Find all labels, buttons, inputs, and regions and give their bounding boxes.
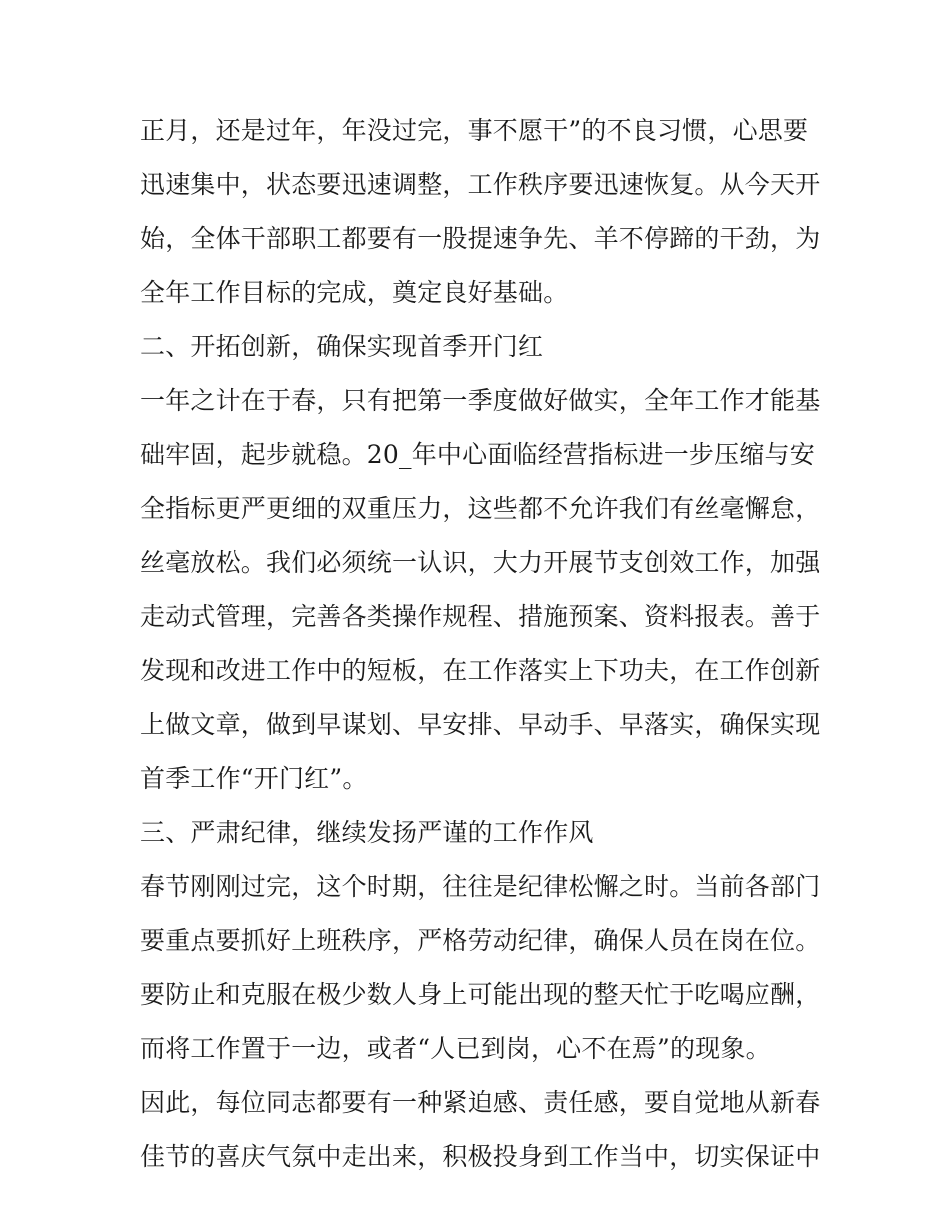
text-line: 全年工作目标的完成，奠定良好基础。: [140, 278, 569, 307]
text-line: 首季工作“开门红”。: [140, 764, 368, 793]
text-line: 而将工作置于一边，或者“人已到岗，心不在焉”的现象。: [140, 1034, 771, 1063]
text-line: 上做文章，做到早谋划、早安排、早动手、早落实，确保实现: [140, 710, 821, 739]
text-line: 础牢固，起步就稳。20_年中心面临经营指标进一步压缩与安: [140, 440, 815, 469]
document-body: [140, 104, 820, 1184]
text-line: 丝毫放松。我们必须统一认识，大力开展节支创效工作，加强: [140, 548, 821, 577]
text-line: 迅速集中，状态要迅速调整，工作秩序要迅速恢复。从今天开: [140, 170, 821, 199]
text-line: 全指标更严更细的双重压力，这些都不允许我们有丝毫懈怠，: [140, 494, 821, 523]
section-heading: 二、开拓创新，确保实现首季开门红: [140, 332, 544, 361]
text-line: 发现和改进工作中的短板，在工作落实上下功夫，在工作创新: [140, 656, 821, 685]
text-line: 要重点要抓好上班秩序，严格劳动纪律，确保人员在岗在位。: [140, 926, 821, 955]
section-heading: 三、严肃纪律，继续发扬严谨的工作作风: [140, 818, 594, 847]
text-line: 正月，还是过年，年没过完，事不愿干”的不良习惯，心思要: [140, 116, 809, 145]
text-line: 春节刚刚过完，这个时期，往往是纪律松懈之时。当前各部门: [140, 872, 821, 901]
text-line: 佳节的喜庆气氛中走出来，积极投身到工作当中，切实保证中: [140, 1142, 821, 1171]
text-line: 要防止和克服在极少数人身上可能出现的整天忙于吃喝应酬，: [140, 980, 821, 1009]
text-line: 走动式管理，完善各类操作规程、措施预案、资料报表。善于: [140, 602, 821, 631]
text-line: 始，全体干部职工都要有一股提速争先、羊不停蹄的干劲，为: [140, 224, 821, 253]
text-line: 一年之计在于春，只有把第一季度做好做实，全年工作才能基: [140, 386, 821, 415]
text-line: 因此，每位同志都要有一种紧迫感、责任感，要自觉地从新春: [140, 1088, 821, 1117]
